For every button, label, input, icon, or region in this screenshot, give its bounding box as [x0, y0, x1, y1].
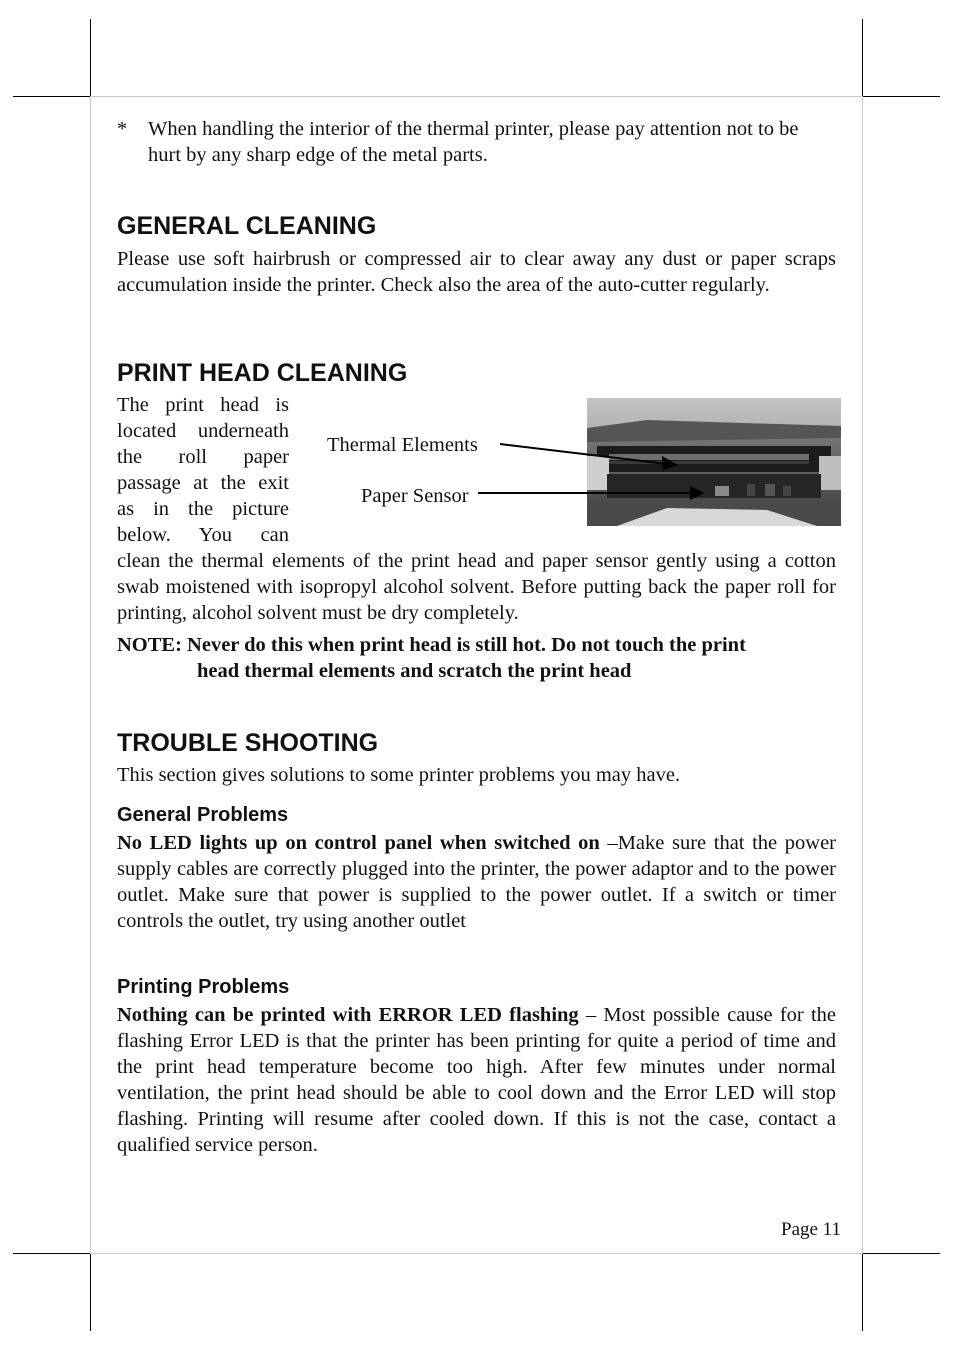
- page-frame-top: [90, 96, 863, 97]
- note: [117, 632, 836, 684]
- trouble-shooting-intro: This section gives solutions to some printer problems you may have.: [117, 764, 681, 786]
- general-problems-text: [117, 830, 836, 934]
- print-head-side-text: [117, 392, 289, 548]
- side-line: passage at the exit: [117, 472, 289, 494]
- side-line: located underneath: [117, 420, 289, 442]
- crop-mark: [13, 1253, 90, 1254]
- trouble-shooting-heading: TROUBLE SHOOTING: [117, 729, 379, 757]
- label-thermal-elements: Thermal Elements: [327, 434, 478, 456]
- general-problems-lead: No LED lights up on control panel when switched on: [117, 832, 600, 854]
- general-problems-body: –Make sure that the power supply cables are correctly plugged into the printer, the power adaptor and to the power outlet. Make sure that power is supplied to the power outlet. If a switch or timer controls the outlet, try using another outlet: [117, 832, 837, 932]
- intro-text: When handling the interior of the thermal printer, please pay attention not to be hurt by any sharp edge of the metal parts.: [148, 118, 799, 166]
- thermal-arrow-line: [500, 444, 667, 464]
- label-paper-sensor: Paper Sensor: [361, 485, 469, 507]
- side-line: The print head is: [117, 394, 289, 416]
- note-line-2: head thermal elements and scratch the print head: [197, 660, 632, 682]
- side-line: as in the picture: [117, 498, 289, 520]
- printing-problems-body: – Most possible cause for the flashing Error LED is that the printer has been printing for quite a period of time and the print head temperature become too high. After few minutes under normal ventilation, the print head should be able to cool down and the Error LED will stop flashing. Printing will resume after cooled down. If this is not the case, contact a qualified service person.: [117, 1004, 836, 1156]
- crop-mark: [862, 19, 863, 96]
- print-head-continued-text: clean the thermal elements of the print head and paper sensor gently using a cotton swab moistened with isopropyl alcohol solvent. Before putting back the paper roll for printing, alcohol solvent must be dry completely.: [117, 550, 836, 624]
- crop-mark: [862, 1254, 863, 1331]
- page-number: Page 11: [781, 1219, 841, 1240]
- note-line-1: NOTE: Never do this when print head is still hot. Do not touch the print: [117, 634, 746, 656]
- intro-bullet: *: [117, 118, 128, 140]
- page-frame-right: [862, 96, 863, 1254]
- general-cleaning-heading: GENERAL CLEANING: [117, 212, 377, 240]
- side-line: the roll paper: [117, 446, 289, 468]
- crop-mark: [90, 1254, 91, 1331]
- sensor-arrow-head: [690, 486, 704, 500]
- callout-arrows: [470, 436, 740, 506]
- printing-problems-heading: Printing Problems: [117, 976, 290, 998]
- thermal-arrow-head: [662, 456, 678, 470]
- crop-mark: [13, 96, 90, 97]
- side-line: below. You can: [117, 524, 289, 546]
- general-problems-heading: General Problems: [117, 804, 289, 826]
- printing-problems-lead: Nothing can be printed with ERROR LED flashing: [117, 1004, 579, 1026]
- crop-mark: [863, 1253, 940, 1254]
- page-frame-bottom: [90, 1253, 863, 1254]
- print-head-cleaning-heading: PRINT HEAD CLEANING: [117, 359, 408, 387]
- general-cleaning-text: Please use soft hairbrush or compressed air to clear away any dust or paper scraps accumulation inside the printer. Check also the area of the auto-cutter regularly.: [117, 248, 836, 296]
- page-frame-left: [90, 96, 91, 1254]
- printing-problems-text: [117, 1002, 836, 1158]
- crop-mark: [90, 19, 91, 96]
- crop-mark: [863, 96, 940, 97]
